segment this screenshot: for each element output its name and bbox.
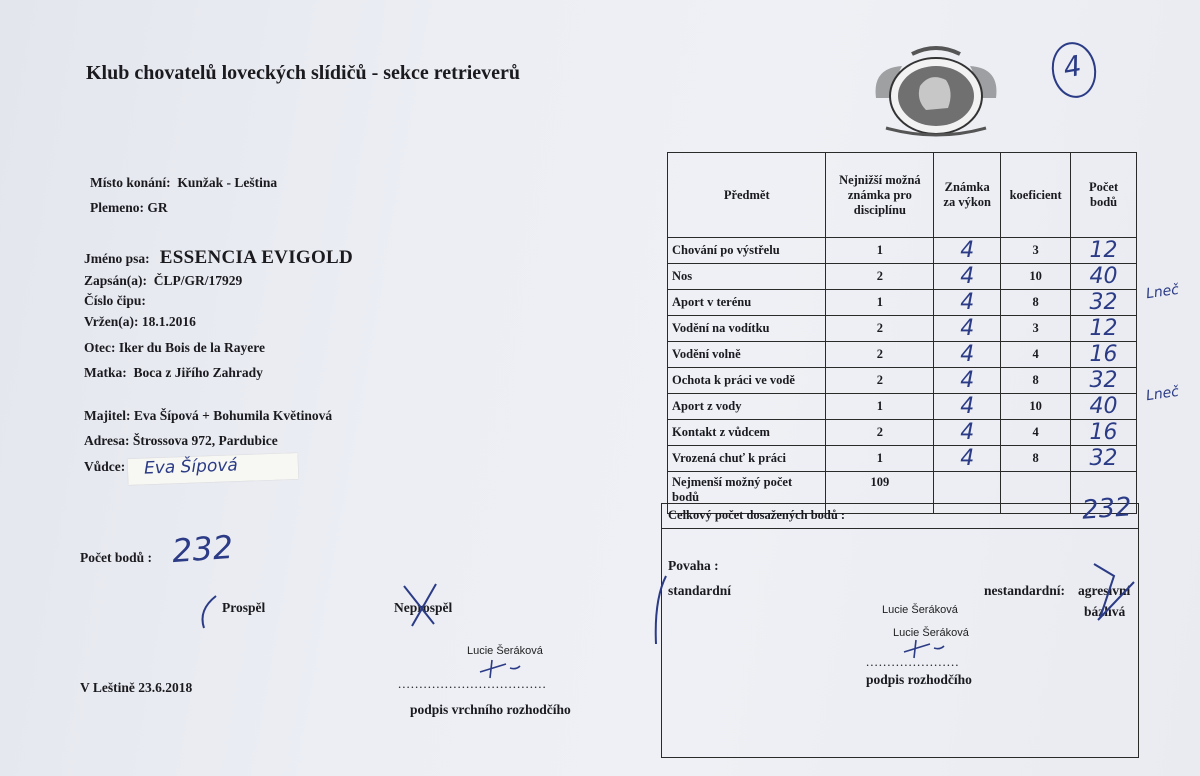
venue-value: Kunžak - Leština: [177, 175, 278, 190]
row-grade: 4: [934, 446, 1001, 472]
row-subject: Aport v terénu: [668, 290, 826, 316]
row-min: 1: [826, 238, 934, 264]
row-coef: 4: [1001, 420, 1071, 446]
row-min: 2: [826, 316, 934, 342]
row-subject: Vodění na vodítku: [668, 316, 826, 342]
table-row: [668, 264, 1137, 290]
judge-stamp-2: Lucie Šeráková: [893, 627, 969, 639]
row-coef: 3: [1001, 238, 1071, 264]
row-points: 16: [1071, 342, 1137, 368]
page-number: 4: [1060, 48, 1084, 85]
header-points: Počet bodů: [1071, 153, 1137, 238]
row-min: 1: [826, 446, 934, 472]
dam-value: Boca z Jiřího Zahrady: [133, 365, 263, 380]
breed-label: Plemeno:: [90, 200, 144, 215]
row-min: 1: [826, 394, 934, 420]
handler-value: Eva Šípová: [143, 455, 239, 479]
row-subject: Vodění volně: [668, 342, 826, 368]
temperament-aggressive: agresivní: [1078, 583, 1131, 598]
judge-sign-line: ......................: [866, 654, 960, 669]
row-points: 32: [1071, 446, 1137, 472]
temperament-nonstandard: nestandardní:: [984, 583, 1066, 598]
dog-name-row: [84, 247, 353, 269]
row-subject: Chování po výstřelu: [668, 238, 826, 264]
dog-name: ESSENCIA EVIGOLD: [159, 247, 354, 268]
row-coef: 8: [1001, 290, 1071, 316]
judge-sign-label: podpis rozhodčího: [866, 672, 972, 687]
header-coef: koeficient: [1001, 153, 1071, 238]
total-label: Celkový počet dosažených bodů :: [668, 508, 846, 522]
row-subject: Nos: [668, 264, 826, 290]
row-coef: 10: [1001, 394, 1071, 420]
row-min: 2: [826, 342, 934, 368]
row-note-aport-voda: Lneč: [1145, 383, 1180, 405]
dam-label: Matka:: [84, 365, 127, 380]
address-value: Štrossova 972, Pardubice: [132, 433, 278, 448]
header-min-grade: Nejnižší možná známka pro disciplínu: [826, 153, 934, 238]
sire-label: Otec:: [84, 340, 116, 355]
table-row: [668, 446, 1137, 472]
judge-stamp-1: Lucie Šeráková: [882, 604, 958, 616]
address-row: [84, 433, 278, 449]
row-grade: 4: [934, 238, 1001, 264]
venue-row: [90, 175, 277, 191]
chief-stamp-name: Lucie Šeráková: [467, 645, 543, 657]
row-min: 2: [826, 264, 934, 290]
passed-label: Prospěl: [222, 600, 266, 615]
chip-row: [84, 293, 146, 309]
owner-label: Majitel:: [84, 408, 131, 423]
address-label: Adresa:: [84, 433, 130, 448]
owner-value: Eva Šípová + Bohumila Květinová: [133, 408, 333, 423]
born-value: 18.1.2016: [141, 314, 196, 329]
sire-row: [84, 340, 265, 356]
row-note-aport-teren: Lneč: [1145, 281, 1180, 303]
registered-label: Zapsán(a):: [84, 273, 148, 288]
header-grade: Známka za výkon: [934, 153, 1001, 238]
row-coef: 10: [1001, 264, 1071, 290]
header-subject: Předmět: [668, 153, 826, 238]
points-value: 232: [170, 527, 235, 571]
score-table: [667, 152, 1137, 514]
row-points: 32: [1071, 290, 1137, 316]
owner-row: [84, 408, 332, 424]
table-row: [668, 290, 1137, 316]
club-logo-emblem: [862, 38, 1010, 138]
total-value: 232: [1081, 492, 1133, 526]
temperament-label: Povaha :: [668, 558, 719, 573]
chip-label: Číslo čipu:: [84, 293, 146, 308]
row-points: 16: [1071, 420, 1137, 446]
failed-label: Neprospěl: [394, 600, 453, 615]
table-row: [668, 420, 1137, 446]
born-row: [84, 314, 196, 330]
row-subject: Ochota k práci ve vodě: [668, 368, 826, 394]
handler-label: Vůdce:: [84, 459, 126, 474]
place-date: V Leštině 23.6.2018: [80, 680, 193, 695]
row-coef: 8: [1001, 446, 1071, 472]
row-subject: Aport z vody: [668, 394, 826, 420]
breed-value: GR: [147, 200, 168, 215]
sire-value: Iker du Bois de la Rayere: [118, 340, 265, 355]
points-label: Počet bodů :: [80, 550, 152, 565]
table-row: [668, 368, 1137, 394]
born-label: Vržen(a):: [84, 314, 139, 329]
row-subject: Vrozená chuť k práci: [668, 446, 826, 472]
row-min: 2: [826, 368, 934, 394]
temperament-standard: standardní: [668, 583, 732, 598]
club-title: Klub chovatelů loveckých slídičů - sekce retrieverů: [86, 62, 521, 84]
breed-row: [90, 200, 168, 216]
row-grade: 4: [934, 368, 1001, 394]
registered-value: ČLP/GR/17929: [153, 273, 243, 288]
chief-sign-line: ...................................: [398, 676, 547, 691]
table-row: [668, 342, 1137, 368]
row-points: 40: [1071, 264, 1137, 290]
row-coef: 3: [1001, 316, 1071, 342]
temperament-timid: bázlivá: [1084, 604, 1126, 619]
table-header-row: [668, 153, 1137, 238]
venue-label: Místo konání:: [90, 175, 171, 190]
row-grade: 4: [934, 394, 1001, 420]
table-row: [668, 316, 1137, 342]
row-grade: 4: [934, 264, 1001, 290]
row-min: 2: [826, 420, 934, 446]
row-points: 32: [1071, 368, 1137, 394]
chief-sign-label: podpis vrchního rozhodčího: [410, 702, 571, 717]
registered-row: [84, 273, 242, 289]
min-total-value: 109: [826, 472, 934, 514]
table-row: [668, 394, 1137, 420]
total-row: [661, 492, 1139, 529]
row-coef: 8: [1001, 368, 1071, 394]
standard-check-mark: [648, 570, 674, 650]
row-grade: 4: [934, 290, 1001, 316]
row-grade: 4: [934, 420, 1001, 446]
row-grade: 4: [934, 316, 1001, 342]
row-subject: Kontakt z vůdcem: [668, 420, 826, 446]
row-points: 12: [1071, 238, 1137, 264]
failed-crossed-mark: [394, 580, 444, 630]
dog-label: Jméno psa:: [84, 251, 150, 266]
page-number-circle: [1047, 39, 1100, 102]
table-row: [668, 238, 1137, 264]
min-total-label: Nejmenší možný počet bodů: [668, 472, 826, 514]
row-grade: 4: [934, 342, 1001, 368]
row-points: 40: [1071, 394, 1137, 420]
row-points: 12: [1071, 316, 1137, 342]
row-min: 1: [826, 290, 934, 316]
row-coef: 4: [1001, 342, 1071, 368]
nonstandard-crossed-mark: [1080, 558, 1140, 624]
dam-row: [84, 365, 263, 381]
